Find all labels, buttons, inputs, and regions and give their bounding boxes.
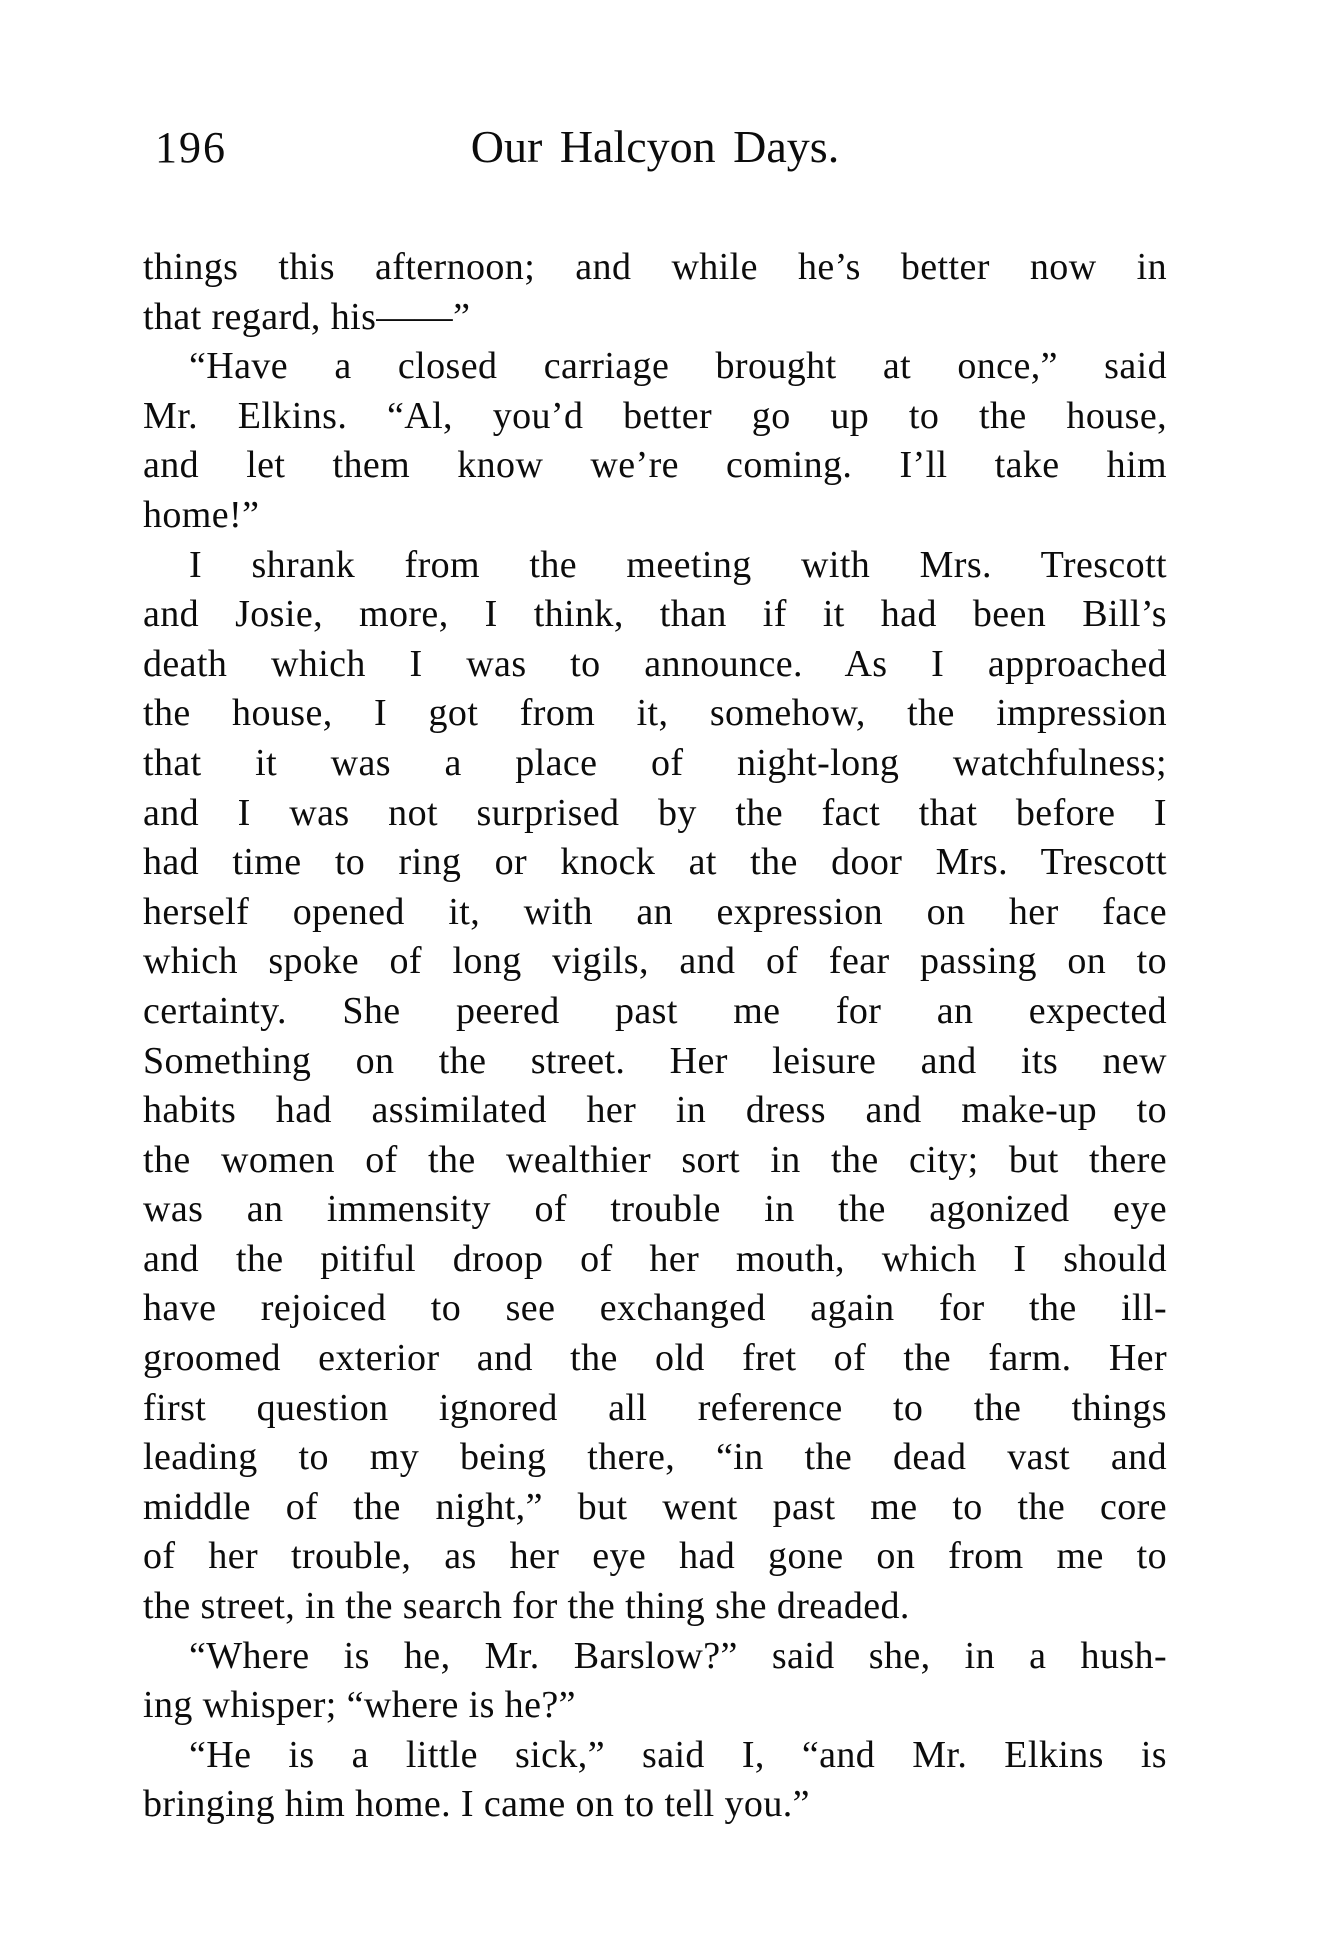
text-line: that it was a place of night-long watchfulness;	[143, 741, 1167, 784]
text-line: things this afternoon; and while he’s better now in	[143, 246, 1167, 288]
text-line: and let them know we’re coming. I’ll take him	[143, 444, 1167, 487]
text-line: groomed exterior and the old fret of the farm. Her	[143, 1337, 1167, 1380]
text-line: leading to my being there, “in the dead vast and	[143, 1436, 1167, 1479]
text-line: and the pitiful droop of her mouth, which I should	[143, 1237, 1167, 1280]
text-line: “Have a closed carriage brought at once,” said	[189, 345, 1167, 388]
text-line: herself opened it, with an expression on her face	[143, 890, 1167, 933]
text-line: had time to ring or knock at the door Mrs. Trescott	[143, 841, 1167, 884]
text-line: home!”	[143, 493, 260, 536]
text-line: middle of the night,” but went past me to the core	[143, 1485, 1167, 1528]
text-line: habits had assimilated her in dress and make-up to	[143, 1089, 1167, 1132]
text-line: Something on the street. Her leisure and its new	[143, 1039, 1167, 1082]
text-line: death which I was to announce. As I approached	[143, 642, 1167, 685]
text-line: “Where is he, Mr. Barslow?” said she, in a hush-	[189, 1634, 1167, 1677]
page-body	[143, 243, 1167, 1830]
page-number: 196	[155, 123, 227, 172]
text-line: certainty. She peered past me for an expected	[143, 989, 1167, 1032]
text-line: and I was not surprised by the fact that before I	[143, 791, 1167, 834]
page-header	[143, 122, 1167, 180]
running-title: Our Halcyon Days.	[470, 121, 840, 172]
text-line: that regard, his——”	[143, 295, 471, 338]
text-line: have rejoiced to see exchanged again for the ill-	[143, 1287, 1167, 1330]
text-line: Mr. Elkins. “Al, you’d better go up to the house,	[143, 394, 1167, 437]
text-line: and Josie, more, I think, than if it had been Bill’s	[143, 593, 1167, 636]
text-line: bringing him home. I came on to tell you.”	[143, 1783, 810, 1826]
text-line: ing whisper; “where is he?”	[143, 1684, 576, 1727]
text-line: first question ignored all reference to the things	[143, 1386, 1167, 1429]
text-line: the street, in the search for the thing she dreaded.	[143, 1585, 910, 1628]
text-line: “He is a little sick,” said I, “and Mr. Elkins is	[189, 1733, 1167, 1776]
text-line: I shrank from the meeting with Mrs. Trescott	[189, 543, 1167, 586]
text-line: was an immensity of trouble in the agonized eye	[143, 1188, 1167, 1231]
text-line: the women of the wealthier sort in the city; but there	[143, 1138, 1167, 1181]
text-line: which spoke of long vigils, and of fear passing on to	[143, 940, 1167, 983]
text-line: the house, I got from it, somehow, the impression	[143, 692, 1167, 735]
text-line: of her trouble, as her eye had gone on from me to	[143, 1535, 1167, 1578]
